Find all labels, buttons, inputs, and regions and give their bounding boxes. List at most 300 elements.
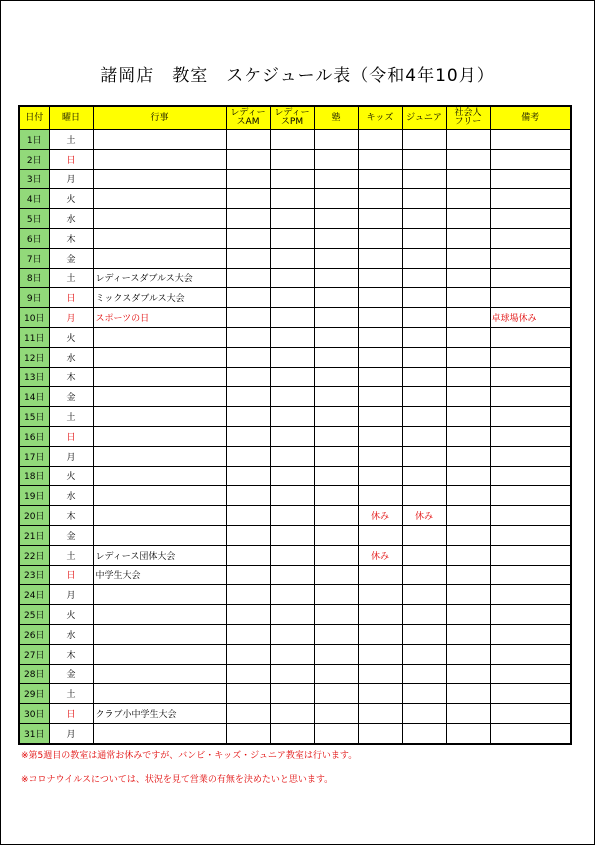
junior-cell	[402, 268, 446, 288]
kids-cell	[358, 347, 402, 367]
kids-cell	[358, 624, 402, 644]
kids-cell	[358, 308, 402, 328]
header-date: 日付	[19, 106, 49, 130]
junior-cell	[402, 308, 446, 328]
table-row	[19, 506, 571, 526]
ladies-pm-cell	[270, 624, 314, 644]
juku-cell	[314, 585, 358, 605]
kids-cell	[358, 209, 402, 229]
adult-free-cell	[446, 327, 490, 347]
ladies-am-cell	[226, 228, 270, 248]
ladies-pm-cell	[270, 506, 314, 526]
ladies-pm-cell	[270, 723, 314, 743]
event-cell: レディースダブルス大会	[93, 268, 226, 288]
event-cell	[93, 644, 226, 664]
remarks-cell	[490, 130, 571, 150]
weekday-cell: 日	[49, 149, 93, 169]
junior-cell	[402, 446, 446, 466]
junior-cell	[402, 486, 446, 506]
event-cell	[93, 426, 226, 446]
kids-cell	[358, 169, 402, 189]
table-row	[19, 585, 571, 605]
adult-free-cell	[446, 684, 490, 704]
ladies-am-cell	[226, 169, 270, 189]
juku-cell	[314, 209, 358, 229]
junior-cell	[402, 130, 446, 150]
weekday-cell: 水	[49, 486, 93, 506]
table-row	[19, 605, 571, 625]
weekday-cell: 日	[49, 426, 93, 446]
ladies-am-cell	[226, 347, 270, 367]
ladies-am-cell	[226, 624, 270, 644]
ladies-pm-cell	[270, 664, 314, 684]
ladies-pm-cell	[270, 684, 314, 704]
remarks-cell	[490, 605, 571, 625]
remarks-cell: 卓球場休み	[490, 308, 571, 328]
remarks-cell	[490, 288, 571, 308]
adult-free-cell	[446, 624, 490, 644]
juku-cell	[314, 525, 358, 545]
schedule-body	[19, 130, 571, 744]
ladies-pm-cell	[270, 525, 314, 545]
date-cell: 23日	[19, 565, 49, 585]
kids-cell	[358, 228, 402, 248]
date-cell: 27日	[19, 644, 49, 664]
ladies-pm-cell	[270, 308, 314, 328]
date-cell: 22日	[19, 545, 49, 565]
junior-cell	[402, 347, 446, 367]
remarks-cell	[490, 407, 571, 427]
juku-cell	[314, 347, 358, 367]
event-cell	[93, 723, 226, 743]
date-cell: 16日	[19, 426, 49, 446]
adult-free-cell	[446, 723, 490, 743]
table-row	[19, 545, 571, 565]
kids-cell	[358, 426, 402, 446]
junior-cell	[402, 169, 446, 189]
juku-cell	[314, 387, 358, 407]
date-cell: 1日	[19, 130, 49, 150]
remarks-cell	[490, 525, 571, 545]
date-cell: 15日	[19, 407, 49, 427]
header-weekday: 曜日	[49, 106, 93, 130]
weekday-cell: 土	[49, 130, 93, 150]
date-cell: 31日	[19, 723, 49, 743]
remarks-cell	[490, 268, 571, 288]
junior-cell	[402, 407, 446, 427]
weekday-cell: 金	[49, 387, 93, 407]
adult-free-cell	[446, 268, 490, 288]
adult-free-cell	[446, 664, 490, 684]
ladies-am-cell	[226, 387, 270, 407]
ladies-am-cell	[226, 426, 270, 446]
ladies-pm-cell	[270, 486, 314, 506]
ladies-pm-cell	[270, 704, 314, 724]
event-cell	[93, 367, 226, 387]
remarks-cell	[490, 624, 571, 644]
date-cell: 21日	[19, 525, 49, 545]
ladies-am-cell	[226, 545, 270, 565]
junior-cell: 休み	[402, 506, 446, 526]
junior-cell	[402, 624, 446, 644]
juku-cell	[314, 565, 358, 585]
juku-cell	[314, 248, 358, 268]
weekday-cell: 土	[49, 407, 93, 427]
juku-cell	[314, 605, 358, 625]
event-cell	[93, 506, 226, 526]
juku-cell	[314, 446, 358, 466]
ladies-pm-cell	[270, 387, 314, 407]
ladies-am-cell	[226, 644, 270, 664]
remarks-cell	[490, 506, 571, 526]
adult-free-cell	[446, 288, 490, 308]
table-row	[19, 288, 571, 308]
kids-cell	[358, 644, 402, 664]
table-row	[19, 624, 571, 644]
date-cell: 30日	[19, 704, 49, 724]
ladies-pm-cell	[270, 268, 314, 288]
juku-cell	[314, 288, 358, 308]
junior-cell	[402, 209, 446, 229]
junior-cell	[402, 684, 446, 704]
event-cell	[93, 684, 226, 704]
junior-cell	[402, 585, 446, 605]
remarks-cell	[490, 704, 571, 724]
note-fifth-week: ※第5週目の教室は通常お休みですが、バンビ・キッズ・ジュニア教室は行います。	[21, 751, 358, 761]
event-cell	[93, 387, 226, 407]
date-cell: 28日	[19, 664, 49, 684]
ladies-pm-cell	[270, 585, 314, 605]
header-remarks: 備考	[490, 106, 571, 130]
table-row	[19, 228, 571, 248]
date-cell: 18日	[19, 466, 49, 486]
junior-cell	[402, 228, 446, 248]
weekday-cell: 木	[49, 506, 93, 526]
juku-cell	[314, 664, 358, 684]
event-cell	[93, 169, 226, 189]
juku-cell	[314, 426, 358, 446]
kids-cell	[358, 288, 402, 308]
event-cell	[93, 327, 226, 347]
table-row	[19, 169, 571, 189]
weekday-cell: 水	[49, 624, 93, 644]
adult-free-cell	[446, 704, 490, 724]
kids-cell	[358, 130, 402, 150]
kids-cell: 休み	[358, 545, 402, 565]
event-cell	[93, 149, 226, 169]
table-row	[19, 130, 571, 150]
event-cell	[93, 466, 226, 486]
ladies-am-cell	[226, 367, 270, 387]
event-cell	[93, 347, 226, 367]
table-row	[19, 684, 571, 704]
event-cell: 中学生大会	[93, 565, 226, 585]
weekday-cell: 火	[49, 189, 93, 209]
weekday-cell: 土	[49, 545, 93, 565]
table-row	[19, 565, 571, 585]
date-cell: 19日	[19, 486, 49, 506]
event-cell: クラブ小中学生大会	[93, 704, 226, 724]
date-cell: 10日	[19, 308, 49, 328]
header-ladies-pm-label: レディー スPM	[274, 108, 310, 127]
adult-free-cell	[446, 387, 490, 407]
junior-cell	[402, 664, 446, 684]
weekday-cell: 火	[49, 605, 93, 625]
remarks-cell	[490, 169, 571, 189]
weekday-cell: 日	[49, 704, 93, 724]
adult-free-cell	[446, 169, 490, 189]
ladies-am-cell	[226, 664, 270, 684]
ladies-am-cell	[226, 704, 270, 724]
ladies-pm-cell	[270, 644, 314, 664]
remarks-cell	[490, 327, 571, 347]
ladies-pm-cell	[270, 347, 314, 367]
adult-free-cell	[446, 228, 490, 248]
table-row	[19, 308, 571, 328]
date-cell: 20日	[19, 506, 49, 526]
junior-cell	[402, 644, 446, 664]
junior-cell	[402, 723, 446, 743]
kids-cell	[358, 446, 402, 466]
juku-cell	[314, 367, 358, 387]
adult-free-cell	[446, 347, 490, 367]
weekday-cell: 水	[49, 347, 93, 367]
ladies-pm-cell	[270, 565, 314, 585]
date-cell: 8日	[19, 268, 49, 288]
event-cell	[93, 664, 226, 684]
junior-cell	[402, 189, 446, 209]
juku-cell	[314, 327, 358, 347]
adult-free-cell	[446, 149, 490, 169]
ladies-am-cell	[226, 327, 270, 347]
juku-cell	[314, 228, 358, 248]
junior-cell	[402, 565, 446, 585]
event-cell	[93, 130, 226, 150]
ladies-am-cell	[226, 525, 270, 545]
table-row	[19, 644, 571, 664]
header-event: 行事	[93, 106, 226, 130]
event-cell	[93, 209, 226, 229]
remarks-cell	[490, 684, 571, 704]
schedule-table	[18, 105, 572, 745]
kids-cell	[358, 565, 402, 585]
junior-cell	[402, 248, 446, 268]
ladies-am-cell	[226, 189, 270, 209]
ladies-am-cell	[226, 506, 270, 526]
junior-cell	[402, 149, 446, 169]
juku-cell	[314, 130, 358, 150]
ladies-pm-cell	[270, 189, 314, 209]
table-row	[19, 387, 571, 407]
weekday-cell: 月	[49, 723, 93, 743]
adult-free-cell	[446, 426, 490, 446]
juku-cell	[314, 149, 358, 169]
ladies-am-cell	[226, 268, 270, 288]
date-cell: 13日	[19, 367, 49, 387]
remarks-cell	[490, 545, 571, 565]
remarks-cell	[490, 149, 571, 169]
juku-cell	[314, 407, 358, 427]
ladies-am-cell	[226, 585, 270, 605]
junior-cell	[402, 327, 446, 347]
table-row	[19, 466, 571, 486]
weekday-cell: 木	[49, 228, 93, 248]
ladies-am-cell	[226, 565, 270, 585]
ladies-pm-cell	[270, 248, 314, 268]
ladies-am-cell	[226, 308, 270, 328]
ladies-am-cell	[226, 149, 270, 169]
date-cell: 24日	[19, 585, 49, 605]
adult-free-cell	[446, 130, 490, 150]
remarks-cell	[490, 426, 571, 446]
kids-cell	[358, 367, 402, 387]
ladies-am-cell	[226, 407, 270, 427]
ladies-pm-cell	[270, 367, 314, 387]
adult-free-cell	[446, 486, 490, 506]
kids-cell	[358, 486, 402, 506]
junior-cell	[402, 367, 446, 387]
weekday-cell: 火	[49, 327, 93, 347]
ladies-am-cell	[226, 130, 270, 150]
remarks-cell	[490, 347, 571, 367]
date-cell: 7日	[19, 248, 49, 268]
kids-cell	[358, 407, 402, 427]
ladies-am-cell	[226, 209, 270, 229]
kids-cell	[358, 268, 402, 288]
notes	[21, 744, 357, 792]
remarks-cell	[490, 228, 571, 248]
adult-free-cell	[446, 525, 490, 545]
table-row	[19, 525, 571, 545]
ladies-pm-cell	[270, 545, 314, 565]
kids-cell	[358, 327, 402, 347]
adult-free-cell	[446, 644, 490, 664]
weekday-cell: 木	[49, 644, 93, 664]
junior-cell	[402, 387, 446, 407]
date-cell: 25日	[19, 605, 49, 625]
adult-free-cell	[446, 308, 490, 328]
event-cell	[93, 248, 226, 268]
table-row	[19, 446, 571, 466]
remarks-cell	[490, 644, 571, 664]
junior-cell	[402, 545, 446, 565]
table-row	[19, 664, 571, 684]
weekday-cell: 月	[49, 169, 93, 189]
adult-free-cell	[446, 585, 490, 605]
kids-cell	[358, 248, 402, 268]
header-ladies-am-label: レディー スAM	[230, 108, 266, 127]
remarks-cell	[490, 209, 571, 229]
adult-free-cell	[446, 605, 490, 625]
weekday-cell: 月	[49, 585, 93, 605]
juku-cell	[314, 268, 358, 288]
header-ladies-am	[226, 106, 270, 130]
date-cell: 14日	[19, 387, 49, 407]
header-adult-free	[446, 106, 490, 130]
date-cell: 12日	[19, 347, 49, 367]
juku-cell	[314, 506, 358, 526]
remarks-cell	[490, 585, 571, 605]
ladies-pm-cell	[270, 426, 314, 446]
adult-free-cell	[446, 189, 490, 209]
ladies-pm-cell	[270, 130, 314, 150]
juku-cell	[314, 704, 358, 724]
table-row	[19, 347, 571, 367]
kids-cell	[358, 585, 402, 605]
event-cell	[93, 228, 226, 248]
remarks-cell	[490, 466, 571, 486]
juku-cell	[314, 684, 358, 704]
weekday-cell: 木	[49, 367, 93, 387]
date-cell: 29日	[19, 684, 49, 704]
ladies-pm-cell	[270, 605, 314, 625]
ladies-pm-cell	[270, 466, 314, 486]
event-cell	[93, 585, 226, 605]
ladies-pm-cell	[270, 288, 314, 308]
kids-cell	[358, 525, 402, 545]
ladies-am-cell	[226, 486, 270, 506]
juku-cell	[314, 723, 358, 743]
header-row	[19, 106, 571, 130]
table-row	[19, 704, 571, 724]
date-cell: 26日	[19, 624, 49, 644]
adult-free-cell	[446, 545, 490, 565]
date-cell: 5日	[19, 209, 49, 229]
date-cell: 3日	[19, 169, 49, 189]
junior-cell	[402, 525, 446, 545]
header-kids: キッズ	[358, 106, 402, 130]
table-row	[19, 327, 571, 347]
event-cell	[93, 605, 226, 625]
kids-cell	[358, 466, 402, 486]
junior-cell	[402, 288, 446, 308]
kids-cell	[358, 149, 402, 169]
table-row	[19, 149, 571, 169]
ladies-am-cell	[226, 248, 270, 268]
juku-cell	[314, 624, 358, 644]
table-row	[19, 407, 571, 427]
juku-cell	[314, 169, 358, 189]
weekday-cell: 土	[49, 684, 93, 704]
ladies-pm-cell	[270, 169, 314, 189]
weekday-cell: 金	[49, 248, 93, 268]
header-juku: 塾	[314, 106, 358, 130]
weekday-cell: 日	[49, 288, 93, 308]
weekday-cell: 火	[49, 466, 93, 486]
weekday-cell: 月	[49, 308, 93, 328]
adult-free-cell	[446, 407, 490, 427]
kids-cell	[358, 704, 402, 724]
event-cell	[93, 189, 226, 209]
table-row	[19, 486, 571, 506]
ladies-pm-cell	[270, 209, 314, 229]
adult-free-cell	[446, 446, 490, 466]
junior-cell	[402, 704, 446, 724]
junior-cell	[402, 426, 446, 446]
remarks-cell	[490, 723, 571, 743]
page-title: 諸岡店 教室 スケジュール表（令和4年10月）	[100, 66, 495, 86]
header-adult-free-label: 社会人 フリー	[454, 108, 482, 127]
juku-cell	[314, 189, 358, 209]
ladies-pm-cell	[270, 446, 314, 466]
juku-cell	[314, 545, 358, 565]
table-row	[19, 209, 571, 229]
ladies-pm-cell	[270, 327, 314, 347]
event-cell	[93, 486, 226, 506]
date-cell: 2日	[19, 149, 49, 169]
event-cell: ミックスダブルス大会	[93, 288, 226, 308]
kids-cell	[358, 664, 402, 684]
